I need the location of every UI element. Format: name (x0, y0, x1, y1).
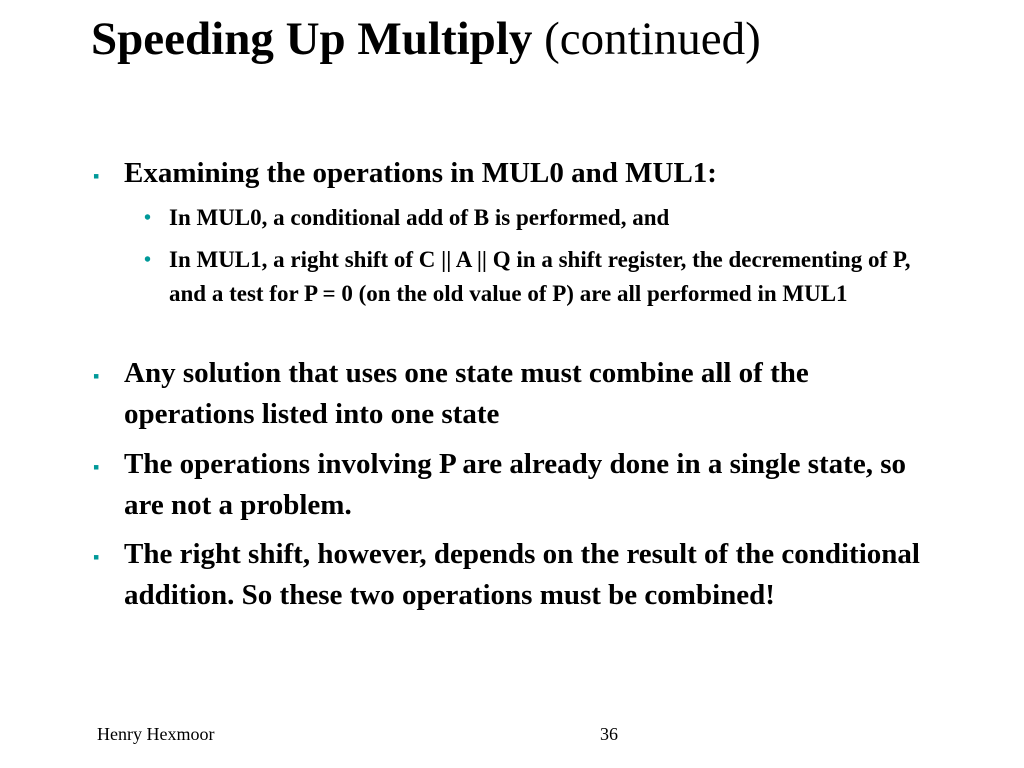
footer-author: Henry Hexmoor (97, 724, 215, 744)
bullet-text: The operations involving P are already done in a single state, so are not a problem. (124, 448, 906, 521)
bullet-item (93, 444, 944, 526)
dot-bullet-icon: • (144, 249, 152, 271)
sub-bullet-text: In MUL0, a conditional add of B is performed, and (169, 205, 670, 230)
sub-bullet-item (144, 201, 929, 235)
sub-bullet-item (144, 243, 929, 311)
square-bullet-icon: ▪ (93, 366, 100, 386)
square-bullet-icon: ▪ (93, 166, 100, 186)
bullet-item (93, 534, 944, 616)
bullet-text: The right shift, however, depends on the result of the conditional addition. So these two operations must be combined! (124, 538, 920, 611)
bullet-text: Any solution that uses one state must combine all of the operations listed into one state (124, 357, 809, 430)
bullet-text: Examining the operations in MUL0 and MUL1: (124, 157, 717, 189)
bullet-item (93, 353, 944, 435)
dot-bullet-icon: • (144, 207, 152, 229)
title-main: Speeding Up Multiply (91, 13, 533, 65)
square-bullet-icon: ▪ (93, 547, 100, 567)
square-bullet-icon: ▪ (93, 457, 100, 477)
sub-bullet-text: In MUL1, a right shift of C || A || Q in a shift register, the decrementing of P, and a test for P = 0 (on the old value of P) are all performed in MUL1 (169, 247, 911, 306)
title-suffix: (continued) (544, 13, 761, 65)
footer-page-number: 36 (600, 724, 618, 744)
bullet-item (93, 153, 944, 194)
